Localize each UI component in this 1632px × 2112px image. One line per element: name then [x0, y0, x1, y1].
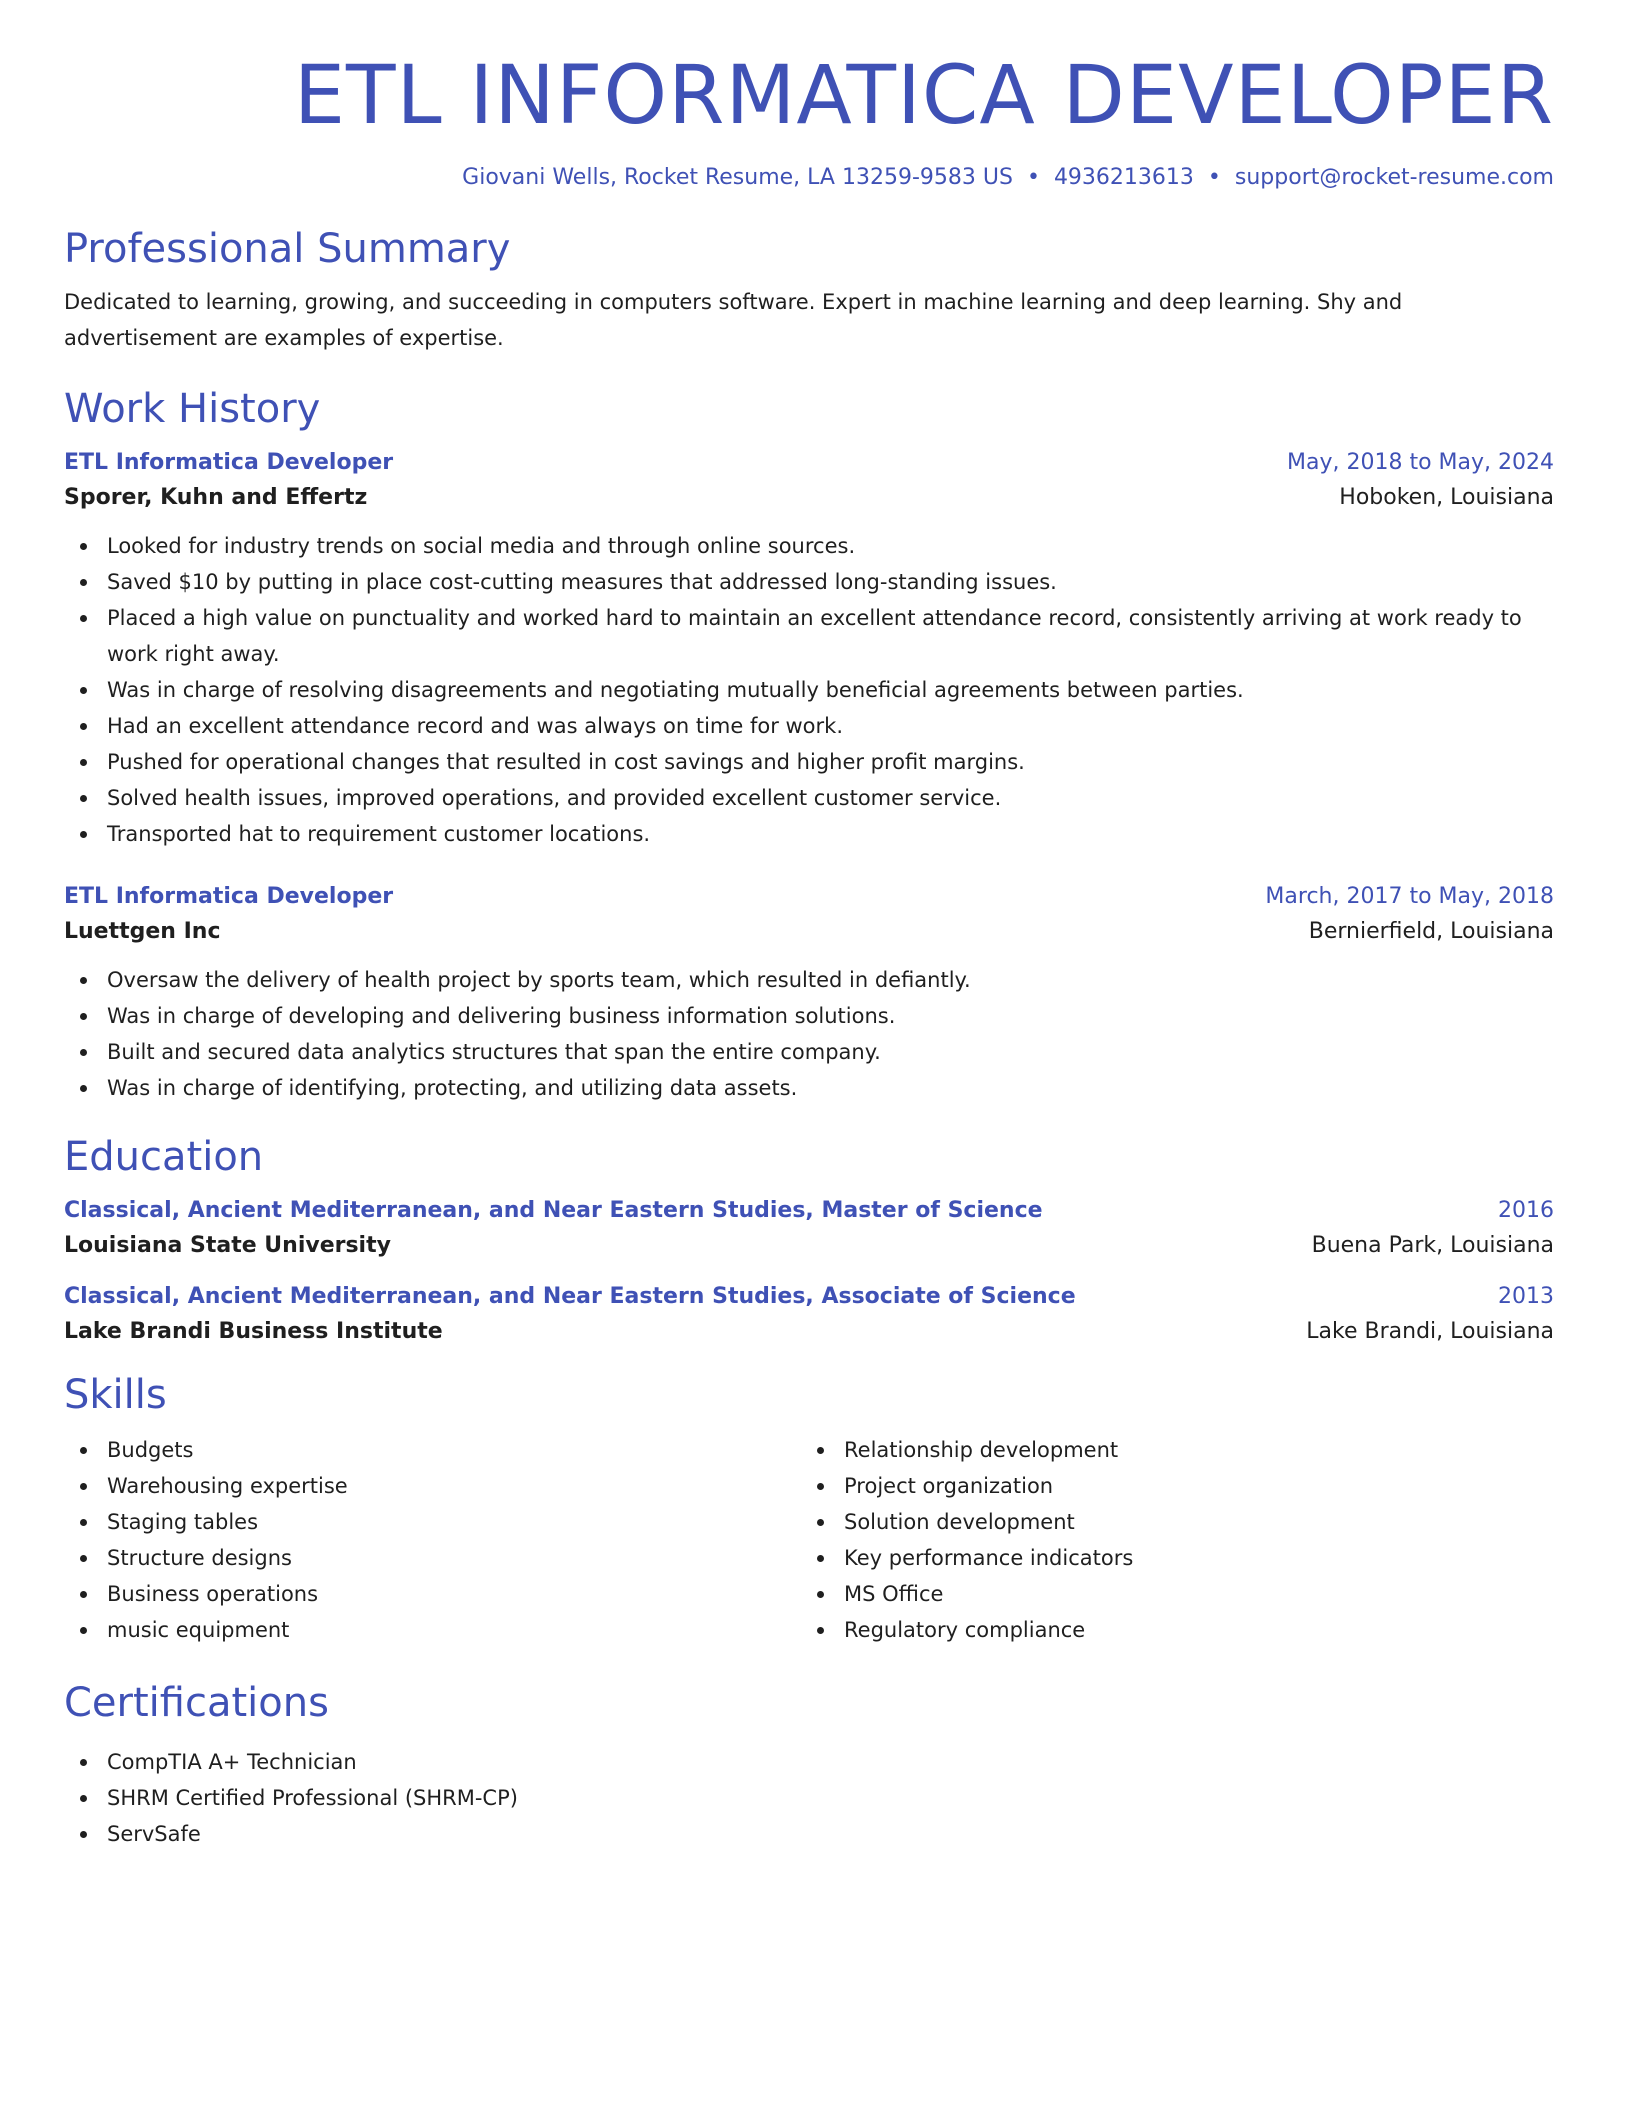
- list-item: Was in charge of developing and delivering business information solutions.: [64, 998, 1554, 1034]
- job-company: Sporer, Kuhn and Effertz: [64, 485, 368, 511]
- list-item: Solved health issues, improved operations, and provided excellent customer service.: [64, 780, 1554, 816]
- list-item: Staging tables: [64, 1504, 801, 1540]
- skills-heading: Skills: [64, 1372, 167, 1419]
- list-item: Had an excellent attendance record and was always on time for work.: [64, 708, 1554, 744]
- resume-title: ETL INFORMATICA DEVELOPER: [293, 49, 1554, 143]
- list-item: Looked for industry trends on social media and through online sources.: [64, 528, 1554, 564]
- list-item: ServSafe: [64, 1816, 1554, 1852]
- list-item: Oversaw the delivery of health project by sports team, which resulted in defiantly.: [64, 962, 1554, 998]
- job-subheader: [64, 909, 1554, 944]
- list-item: Pushed for operational changes that resulted in cost savings and higher profit margins.: [64, 744, 1554, 780]
- education-entry: [64, 1284, 1554, 1344]
- job-title: ETL Informatica Developer: [64, 884, 394, 910]
- list-item: Key performance indicators: [801, 1540, 1538, 1576]
- list-item: Transported hat to requirement customer locations.: [64, 816, 1554, 852]
- list-item: SHRM Certified Professional (SHRM-CP): [64, 1780, 1554, 1816]
- graduation-year: 2013: [1498, 1284, 1554, 1310]
- list-item: Built and secured data analytics structures that span the entire company.: [64, 1034, 1554, 1070]
- degree: Classical, Ancient Mediterranean, and Near Eastern Studies, Associate of Science: [64, 1284, 1076, 1310]
- job-entry: [64, 884, 1554, 1106]
- list-item: Relationship development: [801, 1432, 1538, 1468]
- job-subheader: [64, 475, 1554, 510]
- job-header: [64, 450, 1554, 475]
- list-item: Budgets: [64, 1432, 801, 1468]
- list-item: music equipment: [64, 1612, 801, 1648]
- contact-line: [64, 165, 1554, 190]
- skills-columns: [64, 1432, 1554, 1648]
- job-bullets: [64, 962, 1554, 1106]
- list-item: Business operations: [64, 1576, 801, 1612]
- separator-dot: •: [1026, 165, 1040, 191]
- job-dates: March, 2017 to May, 2018: [1265, 884, 1554, 910]
- summary-heading: Professional Summary: [64, 226, 511, 273]
- contact-email[interactable]: support@rocket-resume.com: [1234, 165, 1554, 191]
- job-company: Luettgen Inc: [64, 919, 221, 945]
- education-header: [64, 1198, 1554, 1223]
- list-item: Solution development: [801, 1504, 1538, 1540]
- certifications-list: [64, 1744, 1554, 1852]
- job-dates: May, 2018 to May, 2024: [1287, 450, 1554, 476]
- work-history-heading: Work History: [64, 386, 321, 433]
- education-subheader: [64, 1223, 1554, 1258]
- graduation-year: 2016: [1498, 1198, 1554, 1224]
- job-bullets: [64, 528, 1554, 852]
- list-item: Project organization: [801, 1468, 1538, 1504]
- job-entry: [64, 450, 1554, 852]
- summary-text: Dedicated to learning, growing, and succeeding in computers software. Expert in machine learning and deep learning. Shy and advertisement are examples of expertise.: [64, 290, 1403, 351]
- list-item: Placed a high value on punctuality and worked hard to maintain an excellent attendance record, consistently arriving at work ready to work right away.: [64, 600, 1554, 672]
- education-header: [64, 1284, 1554, 1309]
- list-item: Warehousing expertise: [64, 1468, 801, 1504]
- skills-list-right: [801, 1432, 1538, 1648]
- list-item: MS Office: [801, 1576, 1538, 1612]
- list-item: Regulatory compliance: [801, 1612, 1538, 1648]
- list-item: Saved $10 by putting in place cost-cutting measures that addressed long-standing issues.: [64, 564, 1554, 600]
- school-location: Lake Brandi, Louisiana: [1306, 1319, 1554, 1345]
- education-entry: [64, 1198, 1554, 1258]
- list-item: Was in charge of identifying, protecting, and utilizing data assets.: [64, 1070, 1554, 1106]
- contact-phone[interactable]: 4936213613: [1053, 165, 1194, 191]
- job-header: [64, 884, 1554, 909]
- list-item: Was in charge of resolving disagreements and negotiating mutually beneficial agreements between parties.: [64, 672, 1554, 708]
- list-item: Structure designs: [64, 1540, 801, 1576]
- school-name: Louisiana State University: [64, 1233, 391, 1259]
- job-location: Hoboken, Louisiana: [1339, 485, 1554, 511]
- certifications-heading: Certifications: [64, 1680, 329, 1727]
- education-subheader: [64, 1309, 1554, 1344]
- contact-address: Giovani Wells, Rocket Resume, LA 13259-9583 US: [462, 165, 1013, 191]
- skills-list-left: [64, 1432, 801, 1648]
- school-name: Lake Brandi Business Institute: [64, 1319, 443, 1345]
- job-location: Bernierfield, Louisiana: [1308, 919, 1554, 945]
- list-item: CompTIA A+ Technician: [64, 1744, 1554, 1780]
- resume-page: [64, 0, 1554, 1852]
- school-location: Buena Park, Louisiana: [1311, 1233, 1554, 1259]
- job-title: ETL Informatica Developer: [64, 450, 394, 476]
- degree: Classical, Ancient Mediterranean, and Near Eastern Studies, Master of Science: [64, 1198, 1043, 1224]
- education-heading: Education: [64, 1134, 264, 1181]
- separator-dot: •: [1207, 165, 1221, 191]
